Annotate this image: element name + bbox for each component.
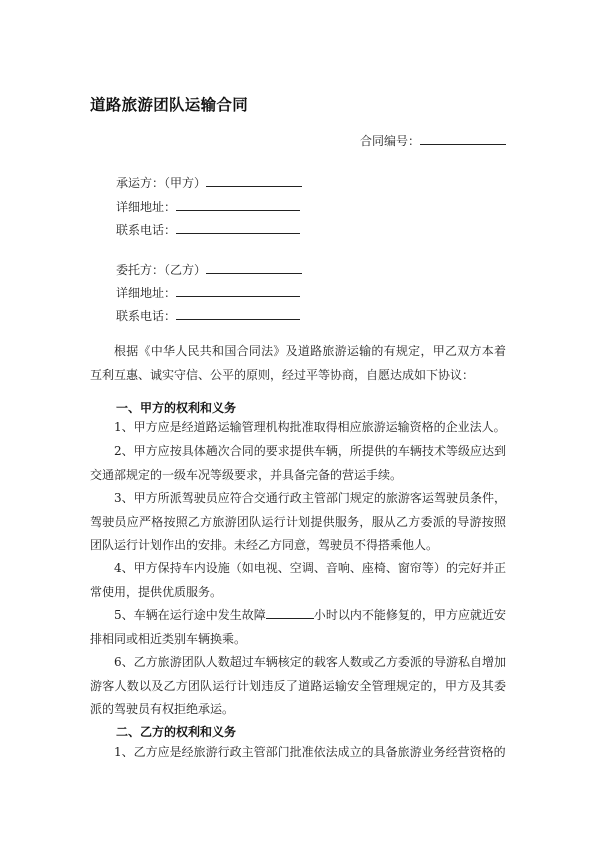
party-b-role (116, 261, 302, 278)
section-1-item-6: 6、乙方旅游团队人数超过车辆核定的载客人数或乙方委派的导游私自增加游客人数以及乙方团队运行计划违反了道路运输安全管理规定的，甲方及其委派的驾驶员有权拒绝承运。 (90, 655, 506, 716)
party-b-role-blank[interactable] (206, 261, 302, 274)
document-title: 道路旅游团队运输合同 (90, 96, 249, 114)
party-a-role-label: 承运方：（甲方） (116, 176, 207, 190)
section-1-item-5-before: 5、车辆在运行途中发生故障 (114, 608, 266, 622)
party-a-phone (116, 221, 300, 238)
party-a-address-blank[interactable] (176, 198, 300, 211)
party-b-address-label: 详细地址： (116, 286, 177, 300)
party-a-role (116, 174, 302, 191)
breakdown-hours-blank[interactable] (266, 607, 314, 619)
party-a-role-blank[interactable] (206, 174, 302, 187)
section-1-item-1: 1、甲方应是经道路运输管理机构批准取得相应旅游运输资格的企业法人。 (114, 420, 506, 434)
contract-number (360, 132, 506, 149)
party-a-phone-label: 联系电话： (116, 223, 177, 237)
section-2-heading: 二、乙方的权利和义务 (116, 725, 237, 739)
party-b-phone (116, 307, 300, 324)
party-b-phone-label: 联系电话： (116, 309, 177, 323)
section-1-item-5-after: 小时以内不能修复的，甲方应就近安排相同或相近类别车辆换乘。 (90, 608, 506, 646)
party-b-address (116, 284, 300, 301)
section-2-item-1: 1、乙方应是经旅游行政主管部门批准依法成立的具备旅游业务经营资格的 (114, 745, 506, 759)
section-1-item-2: 2、甲方应按具体趟次合同的要求提供车辆，所提供的车辆技术等级应达到交通部规定的一级车况等级要求，并具备完备的营运手续。 (90, 444, 506, 482)
party-b-role-label: 委托方：（乙方） (116, 263, 207, 277)
section-1-heading: 一、甲方的权利和义务 (116, 401, 237, 415)
party-b-address-blank[interactable] (176, 284, 300, 297)
contract-number-blank[interactable] (420, 132, 506, 145)
section-1-item-4: 4、甲方保持车内设施（如电视、空调、音响、座椅、窗帘等）的完好并正常使用，提供优质服务。 (90, 561, 506, 599)
section-1-item-3: 3、甲方所派驾驶员应符合交通行政主管部门规定的旅游客运驾驶员条件，驾驶员应严格按照乙方旅游团队运行计划提供服务，服从乙方委派的导游按照团队运行计划作出的安排。未经乙方同意，驾驶员不得搭乘他人。 (90, 491, 506, 552)
party-a-phone-blank[interactable] (176, 221, 300, 234)
party-b-phone-blank[interactable] (176, 307, 300, 320)
party-a-address (116, 198, 300, 215)
contract-number-label: 合同编号： (360, 134, 421, 148)
section-1-item-5 (90, 604, 506, 651)
intro-paragraph: 根据《中华人民共和国合同法》及道路旅游运输的有规定，甲乙双方本着互利互惠、诚实守信、公平的原则，经过平等协商，自愿达成如下协议： (90, 344, 506, 382)
party-a-address-label: 详细地址： (116, 200, 177, 214)
